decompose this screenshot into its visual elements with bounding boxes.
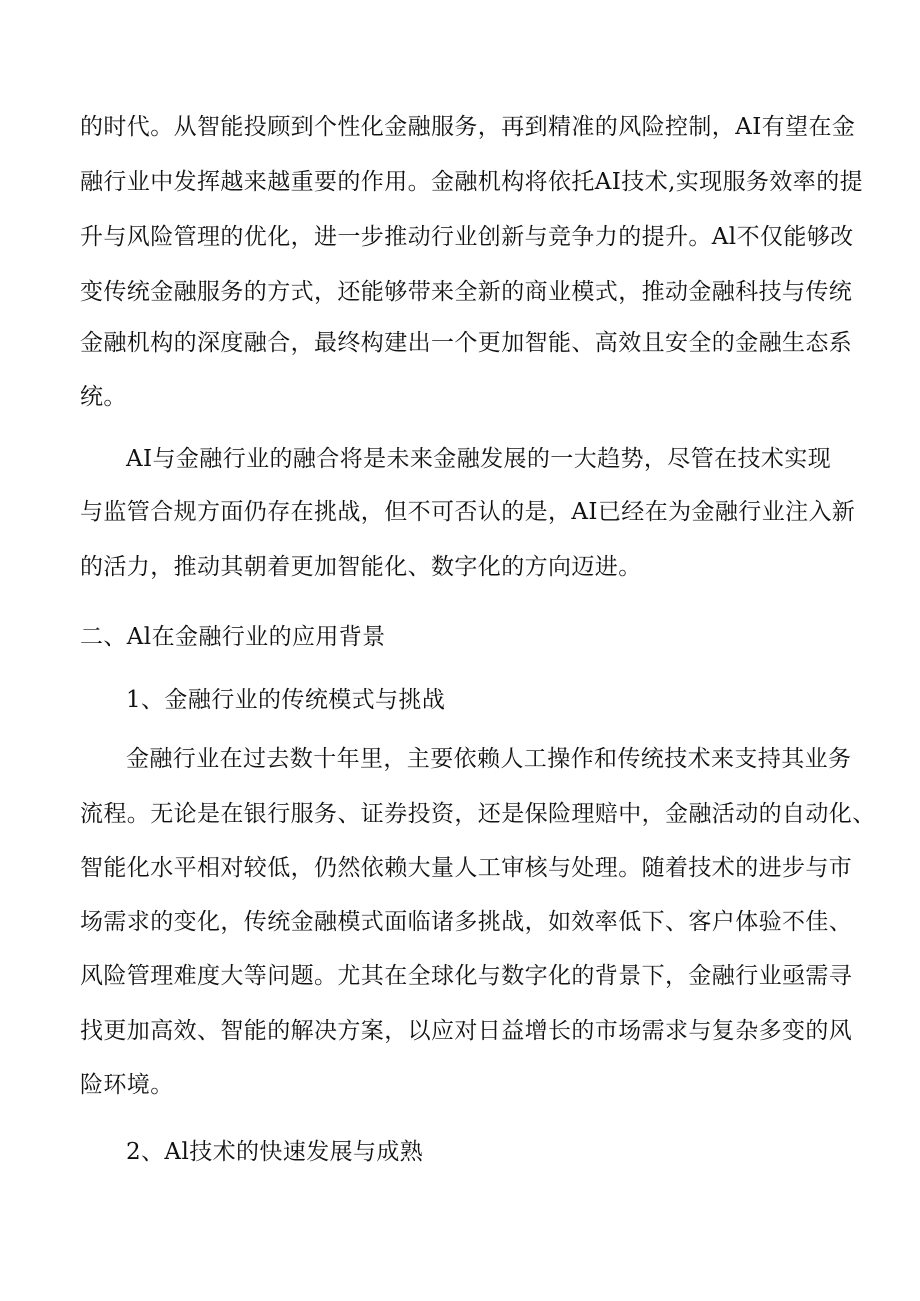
paragraph-line: AI与金融行业的融合将是未来金融发展的一大趋势，尽管在技术实现: [126, 446, 832, 472]
paragraph-line: 场需求的变化，传统金融模式面临诸多挑战，如效率低下、客户体验不佳、: [80, 909, 853, 935]
section-heading: 二、Al在金融行业的应用背景: [80, 624, 386, 650]
subheading: 2、Al技术的快速发展与成熟: [126, 1139, 424, 1165]
paragraph-line: 智能化水平相对较低，仍然依赖大量人工审核与处理。随着技术的进步与市: [80, 855, 853, 881]
subheading: 1、金融行业的传统模式与挑战: [126, 687, 446, 713]
paragraph-line: 的活力，推动其朝着更加智能化、数字化的方向迈进。: [80, 554, 642, 580]
paragraph-line: 升与风险管理的优化，进一步推动行业创新与竞争力的提升。Al不仅能够改: [80, 224, 854, 250]
paragraph-line: 风险管理难度大等问题。尤其在全球化与数字化的背景下，金融行业亟需寻: [80, 963, 853, 989]
paragraph-line: 的时代。从智能投顾到个性化金融服务，再到精准的风险控制，AI有望在金: [80, 114, 856, 140]
paragraph-line: 统。: [80, 384, 127, 410]
paragraph-line: 与监管合规方面仍存在挑战，但不可否认的是，AI已经在为金融行业注入新: [80, 499, 856, 525]
paragraph-line: 金融机构的深度融合，最终构建出一个更加智能、高效且安全的金融生态系: [80, 330, 853, 356]
paragraph-line: 金融行业在过去数十年里，主要依赖人工操作和传统技术来支持其业务: [126, 746, 852, 772]
paragraph-line: 险环境。: [80, 1072, 174, 1098]
paragraph-line: 找更加高效、智能的解决方案，以应对日益增长的市场需求与复杂多变的风: [80, 1018, 853, 1044]
paragraph-line: 融行业中发挥越来越重要的作用。金融机构将依托AI技术,实现服务效率的提: [80, 169, 864, 195]
paragraph-line: 流程。无论是在银行服务、证券投资，还是保险理赔中，金融活动的自动化、: [80, 801, 876, 827]
paragraph-line: 变传统金融服务的方式，还能够带来全新的商业模式，推动金融科技与传统: [80, 279, 853, 305]
